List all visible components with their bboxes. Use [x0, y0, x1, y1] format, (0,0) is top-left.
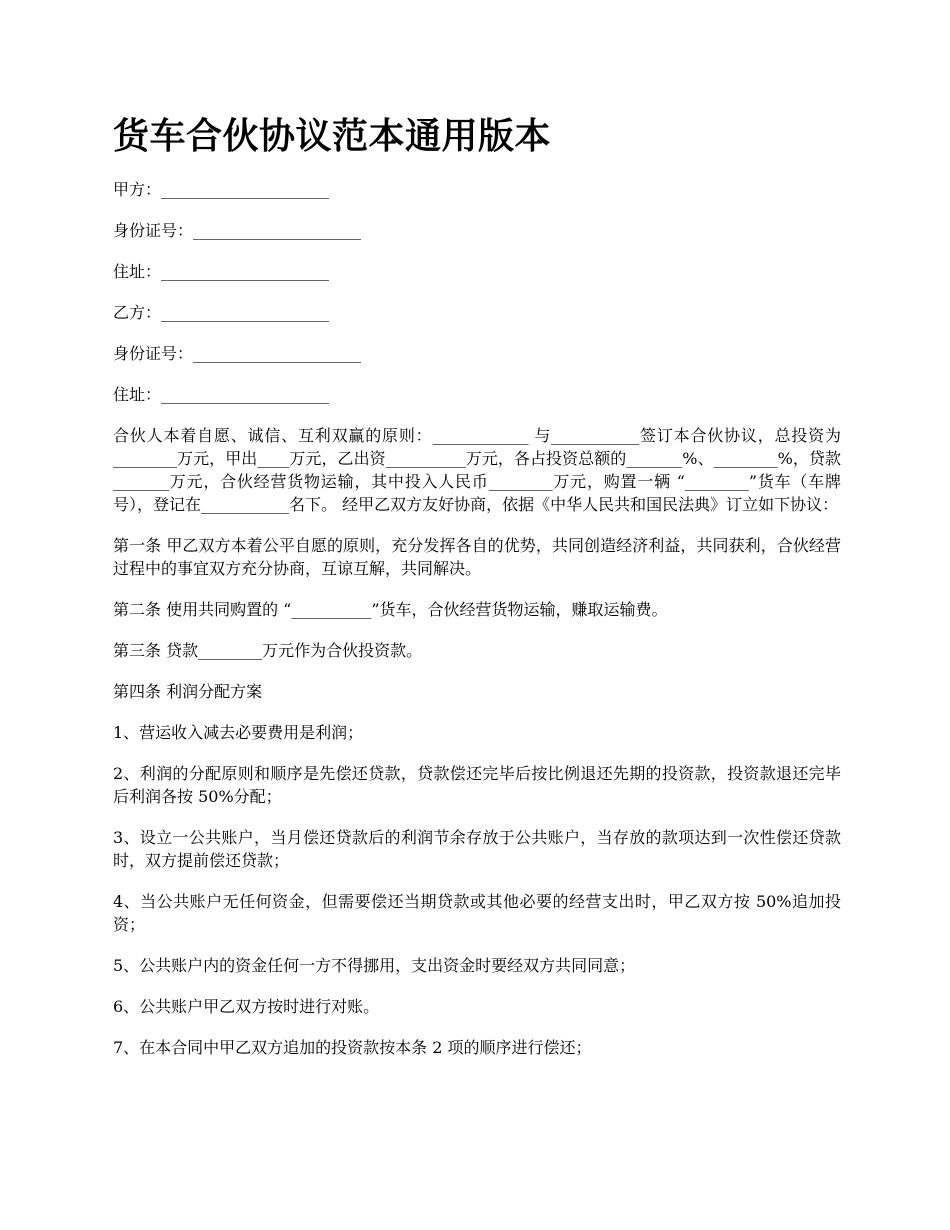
party-a-field: [113, 178, 841, 201]
article-4-item-1: 1、营运收入减去必要费用是利润；: [113, 723, 364, 742]
article-4-heading: 第四条 利润分配方案: [113, 682, 263, 701]
fill-blank: _____________________: [193, 221, 362, 240]
article-4-item-7: 7、在本合同中甲乙双方追加的投资款按本条 2 项的顺序进行偿还；: [113, 1038, 592, 1057]
article-4-item-5: 5、公共账户内的资金任何一方不得挪用，支出资金时要经双方共同同意；: [113, 956, 636, 975]
document-body: [113, 178, 841, 1077]
field-label: 甲方：: [113, 180, 162, 199]
article-4-item-6: 6、公共账户甲乙双方按时进行对账。: [113, 997, 380, 1016]
party-b-id-field: [113, 342, 841, 365]
fill-blank: _____________________: [161, 385, 330, 404]
party-b-address-field: [113, 383, 841, 406]
article-1: 第一条 甲乙双方本着公平自愿的原则，充分发挥各自的优势，共同创造经济利益，共同获利，合伙经营过程中的事宜双方充分协商，互谅互解，共同解决。: [113, 536, 841, 578]
article-4-item-3: 3、设立一公共账户，当月偿还贷款后的利润节余存放于公共账户，当存放的款项达到一次性偿还贷款时，双方提前偿还贷款；: [113, 828, 841, 870]
field-label: 乙方：: [113, 303, 162, 322]
party-b-field: [113, 301, 841, 324]
field-label: 身份证号：: [113, 344, 194, 363]
fill-blank: _____________________: [193, 344, 362, 363]
field-label: 身份证号：: [113, 221, 194, 240]
party-a-id-field: [113, 219, 841, 242]
fill-blank: _____________________: [161, 180, 330, 199]
preamble-paragraph: 合伙人本着自愿、诚信、互利双赢的原则：____________ 与___________签订本合伙协议，总投资为________万元，甲出____万元，乙出资__________万元，各占投资总额的_______%、________%，贷款_______万元，合伙经营货物运输，其中投入人民币________万元，购置一辆 “________”货车（车牌号），登记在___________名下。 经甲乙双方友好协商，依据《中华人民共和国民法典》订立如下协议：: [113, 426, 841, 514]
document-title: 货车合伙协议范本通用版本: [113, 116, 552, 157]
article-4-item-4: 4、当公共账户无任何资金，但需要偿还当期贷款或其他必要的经营支出时，甲乙双方按 50%追加投资；: [113, 892, 841, 934]
party-a-address-field: [113, 260, 841, 283]
article-2: 第二条 使用共同购置的 “__________”货车，合伙经营货物运输，赚取运输费。: [113, 600, 668, 619]
fill-blank: _____________________: [161, 262, 330, 281]
article-4-item-2: 2、利润的分配原则和顺序是先偿还贷款，贷款偿还完毕后按比例退还先期的投资款，投资款退还完毕后利润各按 50%分配；: [113, 764, 841, 806]
field-label: 住址：: [113, 385, 162, 404]
field-label: 住址：: [113, 262, 162, 281]
article-3: 第三条 贷款________万元作为合伙投资款。: [113, 641, 423, 660]
fill-blank: _____________________: [161, 303, 330, 322]
